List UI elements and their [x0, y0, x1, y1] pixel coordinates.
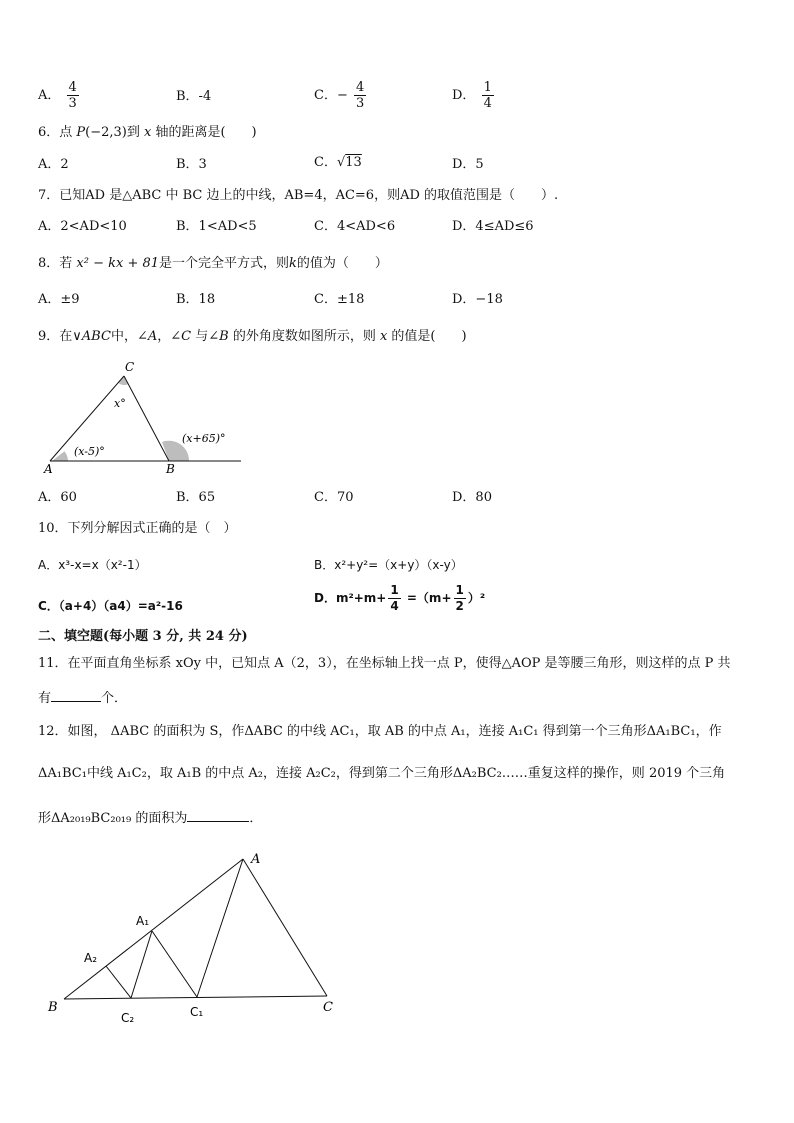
q9-text-k: 的值是( ) — [387, 329, 467, 344]
q5-c-label: C． — [314, 88, 337, 103]
point-b-label: B — [48, 1000, 58, 1015]
q9-text-h: B — [219, 329, 229, 344]
point-c1-label: C₁ — [190, 1005, 204, 1019]
q9-text-c: 中，∠ — [110, 329, 148, 344]
q5-c-sign: − — [336, 88, 348, 103]
q6-option-c — [314, 155, 362, 171]
angle-b-label: (x+65)° — [182, 432, 226, 445]
q12-triangle-figure — [40, 845, 350, 1030]
q10-d-num-1: 1 — [390, 583, 399, 597]
q6-text-b: P — [76, 125, 86, 140]
vertex-b-label: B — [166, 462, 175, 476]
q9-option-b: B．65 — [176, 490, 216, 505]
q10-option-c: C．（a+4）（a4）=a²-16 — [38, 599, 183, 613]
q8-text-e: 的值为（ ） — [296, 256, 388, 271]
side-bc — [64, 996, 327, 999]
q10-d-text-c: ）² — [467, 591, 486, 605]
q8-option-c: C．±18 — [314, 292, 365, 307]
q8-text-d: k — [289, 256, 297, 271]
segment-a1c1 — [152, 931, 197, 997]
q8-option-b: B．18 — [176, 292, 216, 307]
q12-line-3 — [38, 808, 262, 827]
q6-text-a: 6．点 — [38, 125, 77, 140]
q5-a-numerator: 4 — [68, 80, 77, 95]
point-a1-label: A₁ — [136, 914, 150, 928]
q9-stem — [38, 329, 467, 345]
q10-stem: 10．下列分解因式正确的是（ ） — [38, 521, 237, 536]
point-a-label: A — [251, 852, 261, 867]
q6-option-a: A．2 — [38, 157, 69, 172]
point-a2-label: A₂ — [84, 951, 98, 965]
q10-d-text-a: D．m²+m+ — [314, 591, 387, 605]
side-ba — [64, 859, 243, 999]
angle-c-label: x° — [114, 397, 126, 410]
q7-option-d: D．4≤AD≤6 — [452, 219, 534, 234]
side-cb — [124, 376, 169, 461]
q8-option-a: A．±9 — [38, 292, 80, 307]
segment-a2c2 — [106, 966, 131, 998]
q9-text-a: 9．在 — [38, 329, 73, 344]
q5-a-label: A． — [38, 88, 61, 103]
vertex-c-label: C — [125, 360, 135, 374]
median-a1c2 — [131, 931, 152, 998]
q9-text-e: ，∠ — [157, 329, 182, 344]
q10-option-a: A．x³-x=x（x²-1） — [38, 558, 147, 572]
q11-text-a: 有 — [38, 691, 52, 706]
q10-d-fraction-1 — [388, 583, 400, 614]
q8-option-d: D．−18 — [452, 292, 503, 307]
q5-d-fraction — [482, 80, 494, 111]
point-c2-label: C₂ — [121, 1011, 135, 1025]
q6-text-d: x — [144, 125, 152, 140]
q10-d-text-b: =（m+ — [402, 591, 452, 605]
q6-text-e: 轴的距离是( ) — [151, 125, 257, 140]
q8-text-a: 8．若 — [38, 256, 77, 271]
q10-option-d — [314, 583, 485, 614]
q9-triangle-figure — [38, 355, 248, 480]
q9-text-g: 与∠ — [191, 329, 220, 344]
sqrt-icon: √ — [336, 155, 346, 170]
q10-d-fraction-2 — [454, 583, 466, 614]
q5-a-fraction — [67, 80, 79, 111]
q5-option-d — [452, 80, 496, 111]
q10-d-den-2: 2 — [455, 599, 464, 613]
q8-text-c: 是一个完全平方式，则 — [159, 256, 290, 271]
q6-option-b: B．3 — [176, 157, 207, 172]
section-2-title: 二、填空题(每小题 3 分, 共 24 分) — [38, 629, 248, 644]
q5-a-denominator: 3 — [68, 96, 77, 111]
point-c-label: C — [323, 1000, 333, 1015]
q5-option-a — [38, 80, 81, 111]
q7-stem: 7．已知AD 是△ABC 中 BC 边上的中线，AB=4，AC=6，则AD 的取值范围是（ ）. — [38, 188, 559, 203]
q11-text-b: 个． — [101, 691, 128, 706]
q9-text-j: x — [379, 329, 388, 344]
angle-a-label: (x-5)° — [74, 445, 105, 458]
q6-stem — [38, 125, 257, 141]
vertex-a-label: A — [44, 462, 53, 476]
q7-option-c: C．4<AD<6 — [314, 219, 396, 234]
q9-text-d: A — [147, 329, 158, 344]
q12-text-a: 形ΔA₂₀₁₉BC₂₀₁₉ 的面积为 — [38, 811, 188, 826]
q6-text-c: (−2,3)到 — [85, 125, 144, 140]
median-ac1 — [197, 859, 243, 997]
q5-c-fraction — [354, 80, 366, 111]
q5-d-denominator: 4 — [483, 96, 492, 111]
q12-answer-blank — [187, 808, 249, 822]
q6-c-radicand: 13 — [345, 155, 362, 170]
q8-expression: x² − kx + 81 — [76, 256, 160, 271]
q7-option-b: B．1<AD<5 — [176, 219, 257, 234]
q7-option-a: A．2<AD<10 — [38, 219, 127, 234]
q9-text-f: C — [181, 329, 192, 344]
q5-c-numerator: 4 — [356, 80, 365, 95]
q8-stem — [38, 256, 388, 272]
q5-option-b: B．-4 — [176, 89, 212, 104]
q5-d-numerator: 1 — [483, 80, 492, 95]
q5-d-label: D． — [452, 88, 476, 103]
q5-option-c — [314, 80, 368, 111]
q10-option-b: B．x²+y²=（x+y）（x-y） — [314, 558, 463, 572]
q9-text-b: ∨ABC — [72, 329, 111, 344]
q10-d-den-1: 4 — [390, 599, 399, 613]
q11-line-2 — [38, 688, 127, 707]
q9-option-d: D．80 — [452, 490, 492, 505]
q9-option-a: A．60 — [38, 490, 77, 505]
q12-line-2: ΔA₁BC₁中线 A₁C₂，取 A₁B 的中点 A₂，连接 A₂C₂，得到第二个三角形ΔA₂BC₂……重复这样的操作，则 2019 个三角 — [38, 766, 726, 781]
q11-line-1: 11．在平面直角坐标系 xOy 中，已知点 A（2，3），在坐标轴上找一点 P，使得△AOP 是等腰三角形，则这样的点 P 共 — [38, 656, 731, 671]
q6-option-d: D．5 — [452, 157, 484, 172]
q9-text-i: 的外角度数如图所示，则 — [228, 329, 380, 344]
q6-c-label: C． — [314, 155, 337, 170]
side-ac — [243, 859, 327, 996]
q11-answer-blank — [51, 688, 101, 702]
q10-d-num-2: 1 — [455, 583, 464, 597]
q5-c-denominator: 3 — [356, 96, 365, 111]
q12-text-b: ． — [249, 811, 263, 826]
q9-option-c: C．70 — [314, 490, 354, 505]
q12-line-1: 12．如图， ΔABC 的面积为 S，作ΔABC 的中线 AC₁，取 AB 的中点 A₁，连接 A₁C₁ 得到第一个三角形ΔA₁BC₁，作 — [38, 724, 722, 739]
